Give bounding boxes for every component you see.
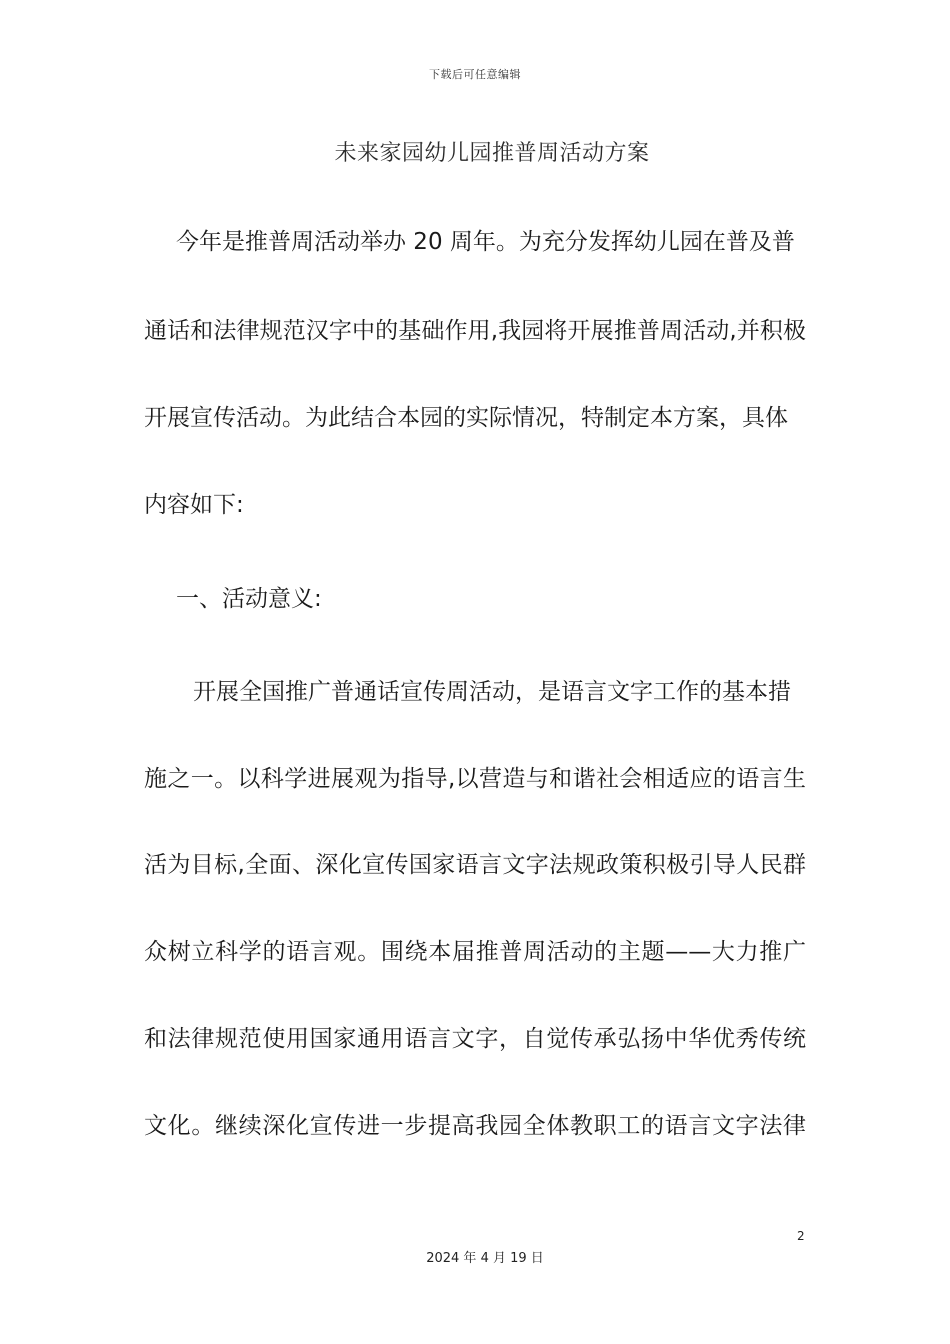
paragraph-line: 通话和法律规范汉字中的基础作用,我园将开展推普周活动,并积极 bbox=[144, 318, 806, 344]
section-heading: 一、活动意义: bbox=[176, 586, 322, 612]
page-number: 2 bbox=[797, 1229, 805, 1243]
paragraph-line: 文化。继续深化宣传进一步提高我园全体教职工的语言文字法律 bbox=[144, 1113, 806, 1139]
paragraph-line: 今年是推普周活动举办 20 周年。为充分发挥幼儿园在普及普 bbox=[176, 229, 795, 255]
paragraph-line: 活为目标,全面、深化宣传国家语言文字法规政策积极引导人民群 bbox=[144, 852, 806, 878]
header-note: 下载后可任意编辑 bbox=[429, 68, 521, 81]
footer-date: 2024 年 4 月 19 日 bbox=[426, 1251, 544, 1266]
paragraph-line: 众树立科学的语言观。围绕本届推普周活动的主题——大力推广 bbox=[144, 939, 806, 965]
paragraph-line: 和法律规范使用国家通用语言文字，自觉传承弘扬中华优秀传统 bbox=[144, 1026, 806, 1052]
paragraph-line: 施之一。以科学进展观为指导,以营造与和谐社会相适应的语言生 bbox=[144, 766, 806, 792]
paragraph-line: 内容如下: bbox=[144, 492, 244, 518]
paragraph-line: 开展全国推广普通话宣传周活动，是语言文字工作的基本措 bbox=[193, 679, 791, 705]
paragraph-line: 开展宣传活动。为此结合本园的实际情况，特制定本方案，具体 bbox=[144, 405, 788, 431]
document-title: 未来家园幼儿园推普周活动方案 bbox=[334, 141, 650, 166]
